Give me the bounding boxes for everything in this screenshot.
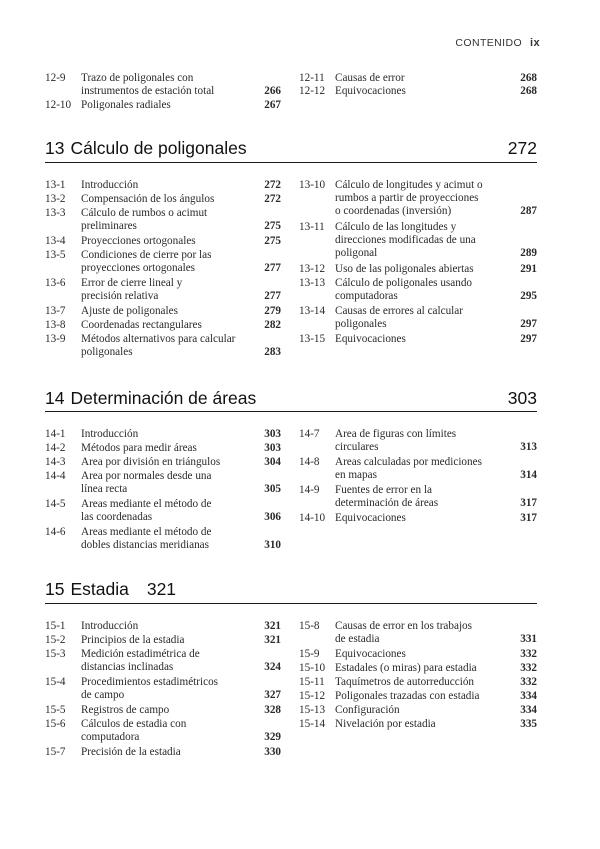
section-number: 15-6 xyxy=(45,718,66,730)
page-number: 328 xyxy=(264,704,281,716)
toc-entry[interactable] xyxy=(299,662,537,675)
section-number: 14-4 xyxy=(45,470,66,482)
section-number: 13-4 xyxy=(45,235,66,247)
page-number: 332 xyxy=(520,648,537,660)
section-title: Uso de las poligonales abiertas xyxy=(335,263,474,275)
page-number: 306 xyxy=(264,511,281,524)
page-number: 297 xyxy=(520,333,537,345)
page-number: 272 xyxy=(264,193,281,205)
section-number: 15-10 xyxy=(299,662,326,674)
page-number: 321 xyxy=(264,634,281,646)
page-number: 327 xyxy=(264,689,281,702)
section-number: 13-3 xyxy=(45,207,66,219)
chapter-page: 303 xyxy=(507,388,537,408)
section-title: Registros de campo xyxy=(81,704,170,716)
page-number: 310 xyxy=(264,539,281,552)
page-number: 277 xyxy=(264,290,281,303)
page-number: 335 xyxy=(520,718,537,730)
section-title: Cálculos de estadia con computadora xyxy=(81,718,187,744)
section-title: Equivocaciones xyxy=(335,85,406,97)
section-number: 15-12 xyxy=(299,690,326,702)
section-number: 12-9 xyxy=(45,72,66,84)
section-number: 15-7 xyxy=(45,746,66,758)
section-number: 13-5 xyxy=(45,249,66,261)
chapter-title: Cálculo de poligonales xyxy=(70,138,247,158)
page-number: 303 xyxy=(264,428,281,440)
toc-entry[interactable] xyxy=(45,470,281,496)
toc-entry[interactable] xyxy=(299,428,537,454)
toc-entry[interactable] xyxy=(45,179,281,192)
section-title: Ajuste de poligonales xyxy=(81,305,178,317)
page-number: 332 xyxy=(520,662,537,674)
section-number: 15-11 xyxy=(299,676,325,688)
section-title: Proyecciones ortogonales xyxy=(81,235,196,247)
section-title: Taquímetros de autorreducción xyxy=(335,676,475,688)
section-title: Nivelación por estadia xyxy=(335,718,436,730)
chapter-heading[interactable] xyxy=(45,579,537,600)
toc-entry[interactable] xyxy=(299,221,537,261)
section-title: Equivocaciones xyxy=(335,648,406,660)
section-title: Area de figuras con límites circulares xyxy=(335,428,457,454)
toc-entry[interactable] xyxy=(45,648,281,674)
section-number: 15-8 xyxy=(299,620,320,632)
page-number: 334 xyxy=(520,690,537,702)
section-number: 14-1 xyxy=(45,428,66,440)
section-title: Areas calculadas por mediciones en mapas xyxy=(335,456,482,482)
page-number: 305 xyxy=(264,483,281,496)
toc-entry[interactable] xyxy=(45,207,281,233)
toc-entry[interactable] xyxy=(45,498,281,524)
page-number: 279 xyxy=(264,305,281,317)
toc-entry[interactable] xyxy=(299,277,537,303)
chapter-page: 272 xyxy=(507,138,537,158)
page-number: 324 xyxy=(264,661,281,674)
section-title: Cálculo de las longitudes y direcciones modificadas de una poligonal xyxy=(335,221,476,260)
toc-entry[interactable] xyxy=(45,634,281,647)
section-number: 15-3 xyxy=(45,648,66,660)
section-title: Configuración xyxy=(335,704,400,716)
section-title: Estadales (o miras) para estadia xyxy=(335,662,477,674)
section-number: 15-1 xyxy=(45,620,66,632)
section-number: 13-6 xyxy=(45,277,66,289)
toc-entry[interactable] xyxy=(45,620,281,633)
page-number: 317 xyxy=(520,512,537,524)
page-number: 304 xyxy=(264,456,281,468)
toc-entry[interactable] xyxy=(299,456,537,482)
section-title: Trazo de poligonales con instrumentos de estación total xyxy=(81,72,215,98)
toc-entry[interactable] xyxy=(45,442,281,455)
toc-entry[interactable] xyxy=(45,456,281,469)
page-number: 297 xyxy=(520,318,537,331)
section-number: 15-13 xyxy=(299,704,326,716)
section-number: 13-2 xyxy=(45,193,66,205)
section-title: Areas mediante el método de las coordenadas xyxy=(81,498,212,524)
toc-entry[interactable] xyxy=(299,690,537,703)
chapter-number: 14 xyxy=(45,388,65,408)
section-title: Coordenadas rectangulares xyxy=(81,319,202,331)
section-title: Area por división en triángulos xyxy=(81,456,221,468)
section-number: 14-3 xyxy=(45,456,66,468)
chapter-number: 15 xyxy=(45,579,65,599)
page-number: 268 xyxy=(520,72,537,84)
page-number: 314 xyxy=(520,469,537,482)
running-header xyxy=(455,37,540,49)
section-number: 13-1 xyxy=(45,179,66,191)
toc-entry[interactable] xyxy=(299,648,537,661)
section-title: Causas de errores al calcular poligonales xyxy=(335,305,463,331)
section-title: Cálculo de rumbos o acimut preliminares xyxy=(81,207,208,233)
section-title: Precisión de la estadia xyxy=(81,746,181,758)
chapter-title: Estadia xyxy=(70,579,129,599)
section-number: 13-9 xyxy=(45,333,66,345)
toc-entry[interactable] xyxy=(299,72,537,85)
section-title: Causas de error en los trabajos de estadia xyxy=(335,620,473,646)
toc-entry[interactable] xyxy=(45,193,281,206)
section-title: Condiciones de cierre por las proyecciones ortogonales xyxy=(81,249,212,275)
section-title: Equivocaciones xyxy=(335,512,406,524)
toc-entry[interactable] xyxy=(45,319,281,332)
section-title: Introducción xyxy=(81,620,139,632)
toc-entry[interactable] xyxy=(299,263,537,276)
toc-entry[interactable] xyxy=(45,249,281,275)
section-number: 12-11 xyxy=(299,72,325,84)
section-title: Cálculo de poligonales usando computadoras xyxy=(335,277,473,303)
toc-entry[interactable] xyxy=(299,85,537,98)
section-number: 13-8 xyxy=(45,319,66,331)
toc-entry[interactable] xyxy=(45,72,281,98)
page-number: 277 xyxy=(264,262,281,275)
section-number: 15-5 xyxy=(45,704,66,716)
page-number: 334 xyxy=(520,704,537,716)
header-label: CONTENIDO xyxy=(455,37,523,49)
page-number: 266 xyxy=(264,85,281,98)
toc-entry[interactable] xyxy=(299,512,537,525)
section-number: 15-4 xyxy=(45,676,66,688)
page-number: 291 xyxy=(520,263,537,275)
section-title: Compensación de los ángulos xyxy=(81,193,215,205)
section-number: 14-6 xyxy=(45,526,66,538)
section-number: 13-15 xyxy=(299,333,326,345)
section-number: 14-2 xyxy=(45,442,66,454)
toc-entry[interactable] xyxy=(45,99,281,112)
section-title: Error de cierre lineal y precisión relativa xyxy=(81,277,183,303)
page-number: 331 xyxy=(520,633,537,646)
section-number: 14-8 xyxy=(299,456,320,468)
section-number: 13-14 xyxy=(299,305,326,317)
page-number: 267 xyxy=(264,99,281,111)
header-page-number: ix xyxy=(530,37,540,49)
section-title: Introducción xyxy=(81,428,139,440)
page-number: 321 xyxy=(264,620,281,632)
section-number: 15-2 xyxy=(45,634,66,646)
section-title: Poligonales trazadas con estadia xyxy=(335,690,480,702)
section-number: 14-9 xyxy=(299,484,320,496)
toc-entry[interactable] xyxy=(45,746,281,759)
section-number: 14-10 xyxy=(299,512,326,524)
page-number: 329 xyxy=(264,731,281,744)
section-title: Poligonales radiales xyxy=(81,99,171,111)
toc-entry[interactable] xyxy=(45,526,281,552)
chapter-heading[interactable] xyxy=(45,388,537,409)
section-title: Fuentes de error en la determinación de áreas xyxy=(335,484,439,510)
toc-entry[interactable] xyxy=(299,179,537,219)
chapter-title: Determinación de áreas xyxy=(70,388,257,408)
section-title: Procedimientos estadimétricos de campo xyxy=(81,676,219,702)
toc-entry[interactable] xyxy=(299,484,537,510)
section-number: 13-12 xyxy=(299,263,326,275)
toc-entry[interactable] xyxy=(45,428,281,441)
section-number: 15-14 xyxy=(299,718,326,730)
section-title: Métodos alternativos para calcular poligonales xyxy=(81,333,236,359)
section-title: Areas mediante el método de dobles distancias meridianas xyxy=(81,526,212,552)
section-number: 12-10 xyxy=(45,99,72,111)
section-title: Cálculo de longitudes y acimut o rumbos a partir de proyecciones o coordenadas (inversión) xyxy=(335,179,483,218)
page-number: 282 xyxy=(264,319,281,331)
page-number: 287 xyxy=(520,205,537,218)
section-title: Causas de error xyxy=(335,72,405,84)
chapter-number: 13 xyxy=(45,138,65,158)
toc-entry[interactable] xyxy=(299,305,537,331)
toc-entry[interactable] xyxy=(45,718,281,744)
toc-entry[interactable] xyxy=(45,704,281,717)
chapter-rule xyxy=(45,162,537,163)
page-number: 313 xyxy=(520,441,537,454)
toc-entry[interactable] xyxy=(45,277,281,303)
section-number: 13-7 xyxy=(45,305,66,317)
section-number: 12-12 xyxy=(299,85,326,97)
section-number: 14-5 xyxy=(45,498,66,510)
section-title: Principios de la estadia xyxy=(81,634,185,646)
page-number: 268 xyxy=(520,85,537,97)
section-title: Area por normales desde una línea recta xyxy=(81,470,212,496)
section-number: 13-10 xyxy=(299,179,326,191)
section-number: 15-9 xyxy=(299,648,320,660)
toc-entry[interactable] xyxy=(45,235,281,248)
section-title: Medición estadimétrica de distancias inclinadas xyxy=(81,648,200,674)
toc-entry[interactable] xyxy=(299,718,537,731)
section-number: 13-11 xyxy=(299,221,325,233)
page-number: 289 xyxy=(520,247,537,260)
section-title: Introducción xyxy=(81,179,139,191)
toc-entry[interactable] xyxy=(299,704,537,717)
chapter-rule xyxy=(45,411,537,412)
toc-entry[interactable] xyxy=(45,676,281,702)
page-number: 332 xyxy=(520,676,537,688)
page-number: 272 xyxy=(264,179,281,191)
section-title: Equivocaciones xyxy=(335,333,406,345)
page-number: 330 xyxy=(264,746,281,758)
page-number: 283 xyxy=(264,346,281,359)
page-number: 275 xyxy=(264,235,281,247)
page-number: 303 xyxy=(264,442,281,454)
toc-entry[interactable] xyxy=(299,676,537,689)
page-number: 295 xyxy=(520,290,537,303)
chapter-heading[interactable] xyxy=(45,138,537,159)
toc-entry[interactable] xyxy=(299,620,537,646)
chapter-page: 321 xyxy=(146,579,177,599)
chapter-rule xyxy=(45,603,537,604)
section-number: 13-13 xyxy=(299,277,326,289)
section-title: Métodos para medir áreas xyxy=(81,442,197,454)
toc-entry[interactable] xyxy=(299,333,537,346)
toc-entry[interactable] xyxy=(45,305,281,318)
toc-entry[interactable] xyxy=(45,333,281,359)
page-number: 317 xyxy=(520,497,537,510)
section-number: 14-7 xyxy=(299,428,320,440)
page-number: 275 xyxy=(264,220,281,233)
